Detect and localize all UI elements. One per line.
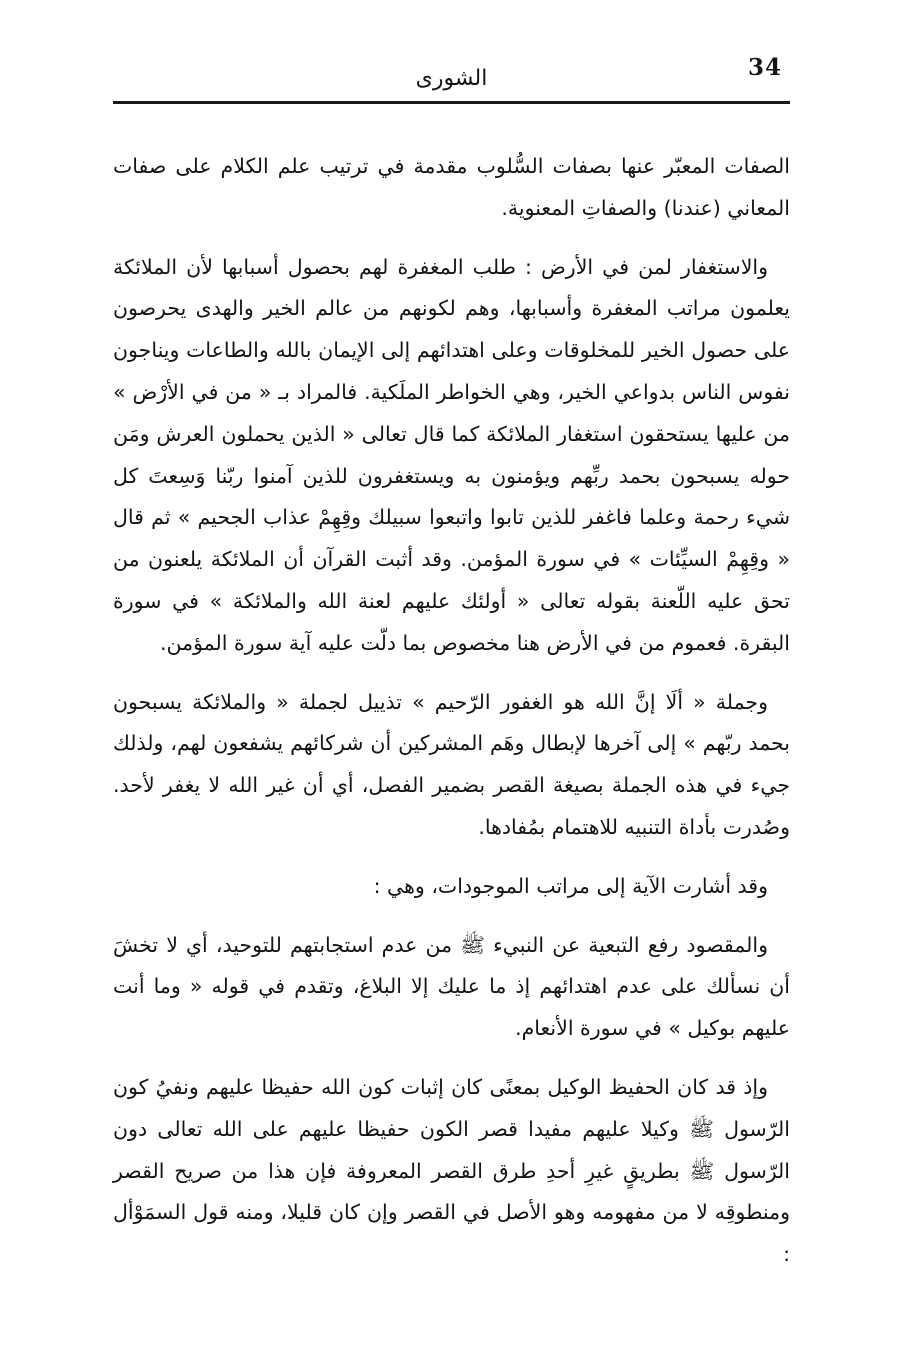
paragraph: وإذ قد كان الحفيظ الوكيل بمعنًى كان إثبات كون الله حفيظا عليهم ونفيُ كون الرّسول ﷺ وكيلا عليهم مفيدا قصر الكون حفيظا عليهم على الله تعالى دون الرّسول ﷺ بطريقٍ غيرِ أحدِ طرق القصر المعروفة فإن هذا من صريح القصر ومنطوقِه لا من مفهومه وهو الأصل في القصر وإن كان قليلا، ومنه قول السمَوْأل : xyxy=(113,1074,790,1267)
page-header xyxy=(113,50,790,100)
paragraph: وقد أشارت الآية إلى مراتب الموجودات، وهي : xyxy=(373,873,768,898)
page-number: 34 xyxy=(747,54,782,81)
paragraph: وجملة « ألَا إنَّ الله هو الغفور الرّحيم » تذييل لجملة « والملائكة يسبحون بحمد ربّهم » إلى آخرها لإبطال وهَم المشركين أن شركائهم يشفعون لهم، ولذلك جيء في هذه الجملة بصيغة القصر بضمير الفصل، أي أن غير الله لا يغفر لأحد. وصُدرت بأداة التنبيه للاهتمام بمُفادها. xyxy=(113,689,790,839)
paragraph: والاستغفار لمن في الأرض : طلب المغفرة لهم بحصول أسبابها لأن الملائكة يعلمون مراتب المغفرة وأسبابها، وهم لكونهم من عالم الخير والهدى يحرصون على حصول الخير للمخلوقات وعلى اهتدائهم إلى الإيمان بالله والطاعات ويناجون نفوس الناس بدواعي الخير، وهي الخواطر الملَكية. فالمراد بـ « من في الأرْض » من عليها يستحقون استغفار الملائكة كما قال تعالى « الذين يحملون العرش ومَن حوله يسبحون بحمد ربِّهم ويؤمنون به ويستغفرون للذين آمنوا ربّنا وَسِعتَ كل شيء رحمة وعلما فاغفر للذين تابوا واتبعوا سبيلك وقِهِمْ عذاب الجحيم » ثم قال « وقِهِمْ السيِّئات » في سورة المؤمن. وقد أثبت القرآن أن الملائكة يلعنون من تحق عليه اللّعنة بقوله تعالى « أولئك عليهم لعنة الله والملائكة » في سورة البقرة. فعموم من في الأرض هنا مخصوص بما دلّت عليه آية سورة المؤمن. xyxy=(113,254,790,655)
header-divider xyxy=(113,101,790,104)
paragraph: والمقصود رفع التبعية عن النبيء ﷺ من عدم استجابتهم للتوحيد، أي لا تخشَ أن نسألك على عدم اهتدائهم إذ ما عليك إلا البلاغ، وتقدم في قوله « وما أنت عليهم بوكيل » في سورة الأنعام. xyxy=(113,932,790,1041)
body-text xyxy=(113,146,790,1293)
paragraph: الصفات المعبّر عنها بصفات السُّلوب مقدمة في ترتيب علم الكلام على صفات المعاني (عندنا) والصفاتِ المعنوية. xyxy=(113,154,790,220)
running-title: الشورى xyxy=(415,66,488,91)
